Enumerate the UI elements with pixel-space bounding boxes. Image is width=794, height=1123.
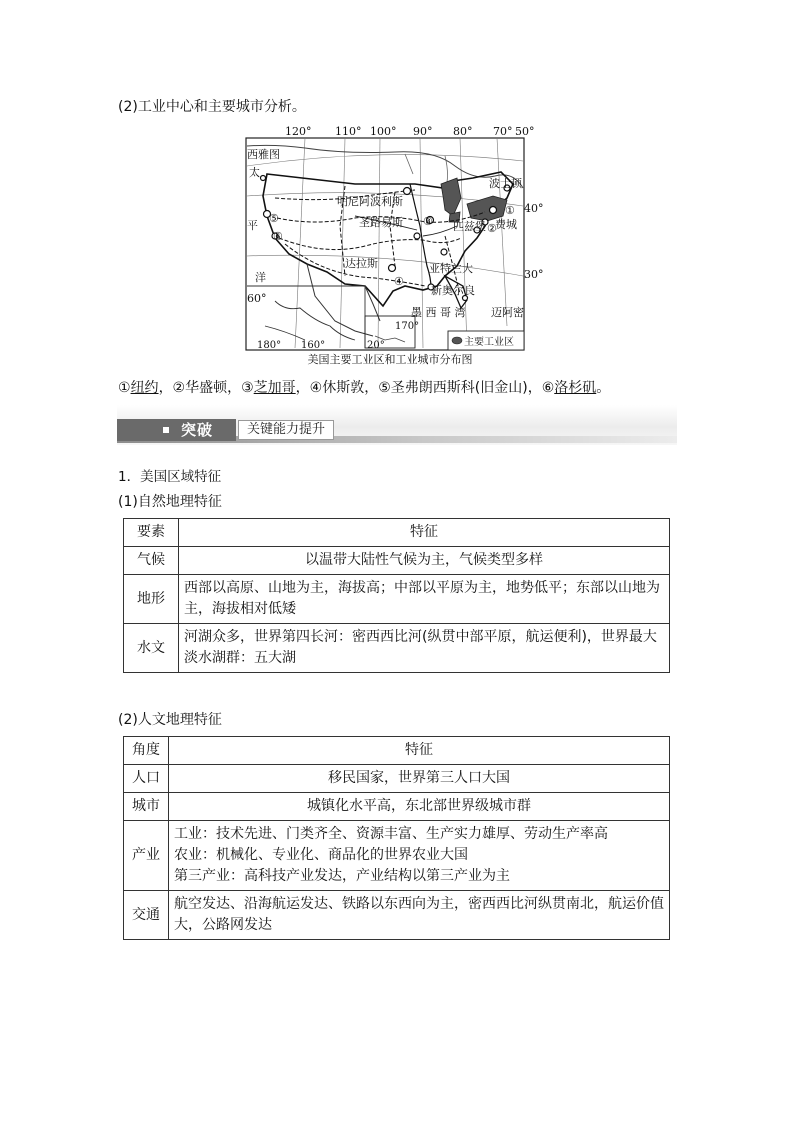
answer-los-angeles: 洛杉矶 (554, 380, 597, 396)
lon-label: 180° (257, 340, 282, 351)
table-row (124, 891, 670, 940)
answer-chicago: 芝加哥 (253, 380, 296, 396)
answer-text: ，④休斯敦，⑤圣弗朗西斯科(旧金山)，⑥ (295, 380, 555, 396)
legend-label: 主要工业区 (464, 337, 514, 348)
us-industry-map (245, 125, 544, 352)
row-value (179, 624, 670, 673)
row-value (179, 547, 670, 575)
row-value-line: 航空发达、沿海航运发达、铁路以东西向为主，密西西比河纵贯南北，航运价值 (174, 896, 664, 912)
table-header-row (124, 737, 670, 765)
section-title: 1．美国区域特征 (118, 469, 222, 485)
lon-label: 70° (493, 125, 513, 138)
lon-label: 20° (367, 340, 385, 351)
row-value-line: 移民国家，世界第三人口大国 (328, 770, 510, 786)
table-row (124, 575, 670, 624)
row-value (169, 765, 670, 793)
row-value-line: 淡水湖群：五大湖 (184, 650, 296, 666)
row-value-line: 农业：机械化、专业化、商品化的世界农业大国 (174, 847, 468, 863)
label-num-5: ⑤ (269, 212, 279, 225)
table-header-row (124, 519, 670, 547)
human-features-table (123, 736, 670, 940)
answer-new-york: 纽约 (130, 380, 159, 396)
label-st-louis: 圣路易斯 (359, 216, 403, 229)
human-features-heading: (2)人文地理特征 (118, 712, 222, 728)
row-value-line: 主，海拔相对低矮 (184, 601, 296, 617)
lat-label: 40° (524, 202, 544, 215)
table-header-cell: 要素 (124, 519, 179, 547)
row-value (169, 793, 670, 821)
lon-label: 50° (515, 125, 535, 138)
city-answer-line (118, 378, 610, 398)
label-pittsburgh: 匹兹堡 (453, 220, 486, 233)
label-num-6: ⑥ (273, 230, 283, 243)
banner-subtitle: 关键能力提升 (238, 420, 334, 440)
answer-text: ① (118, 380, 131, 396)
section-banner (117, 405, 677, 445)
inset-lon-label: 170° (395, 321, 420, 332)
lat-label: 30° (524, 268, 544, 281)
label-atlanta: 亚特兰大 (429, 262, 473, 275)
lat-label: 60° (247, 292, 267, 305)
label-num-1: ① (505, 204, 515, 217)
label-num-4: ④ (394, 275, 404, 288)
label-dallas: 达拉斯 (345, 257, 378, 270)
row-value (179, 575, 670, 624)
banner-main-tag (117, 419, 236, 441)
table-row (124, 821, 670, 891)
row-value (169, 891, 670, 940)
row-value-line: 大，公路网发达 (174, 917, 272, 933)
table-header-cell: 角度 (124, 737, 169, 765)
table-header-cell: 特征 (169, 737, 670, 765)
lon-label: 110° (335, 125, 362, 138)
table-header-cell: 特征 (179, 519, 670, 547)
natural-features-table (123, 518, 670, 673)
label-seattle: 西雅图 (247, 148, 280, 161)
lon-label: 100° (370, 125, 397, 138)
label-miami: 迈阿密 (491, 306, 524, 319)
map-legend (448, 331, 524, 350)
row-value-line: 西部以高原、山地为主，海拔高；中部以平原为主，地势低平；东部以山地为 (184, 580, 660, 596)
banner-title: 突破 (181, 421, 214, 439)
label-ocean: 太 (249, 166, 260, 179)
row-key-transport: 交通 (124, 891, 169, 940)
row-key-cities: 城市 (124, 793, 169, 821)
label-minneapolis: 明尼阿波利斯 (337, 195, 403, 208)
row-value-line: 以温带大陆性气候为主，气候类型多样 (305, 552, 543, 568)
table-row (124, 624, 670, 673)
label-boston: 波士顿 (489, 177, 522, 190)
industry-analysis-heading: (2)工业中心和主要城市分析。 (118, 99, 306, 115)
table-row (124, 793, 670, 821)
lon-label: 160° (301, 340, 326, 351)
row-key-industry: 产业 (124, 821, 169, 891)
label-gulf: 墨 西 哥 湾 (411, 306, 466, 319)
table-row (124, 765, 670, 793)
row-key-hydrology: 水文 (124, 624, 179, 673)
map-frame (246, 138, 524, 350)
industrial-area-legend-icon (452, 337, 462, 344)
lon-label: 80° (453, 125, 473, 138)
row-key-terrain: 地形 (124, 575, 179, 624)
lon-label: 90° (413, 125, 433, 138)
natural-features-heading: (1)自然地理特征 (118, 494, 222, 510)
label-num-3: ③ (423, 215, 433, 228)
row-key-population: 人口 (124, 765, 169, 793)
map-caption: 美国主要工业区和工业城市分布图 (307, 353, 473, 366)
table-row (124, 547, 670, 575)
lon-label: 120° (285, 125, 312, 138)
square-bullet-icon (163, 427, 169, 433)
row-value (169, 821, 670, 891)
row-value-line: 河湖众多，世界第四长河：密西西比河(纵贯中部平原，航运便利)，世界最大 (184, 629, 657, 645)
label-num-2: ② (487, 222, 497, 235)
row-value-line: 工业：技术先进、门类齐全、资源丰富、生产实力雄厚、劳动生产率高 (174, 826, 608, 842)
label-philadelphia: 费城 (495, 218, 517, 231)
answer-text: 。 (596, 380, 611, 396)
answer-text: ，②华盛顿，③ (158, 380, 254, 396)
row-key-climate: 气候 (124, 547, 179, 575)
label-new-orleans: 新奥尔良 (431, 284, 475, 297)
label-ocean: 洋 (255, 271, 266, 284)
row-value-line: 城镇化水平高，东北部世界级城市群 (307, 798, 531, 814)
row-value-line: 第三产业：高科技产业发达，产业结构以第三产业为主 (174, 868, 510, 884)
label-ocean: 平 (247, 219, 258, 232)
